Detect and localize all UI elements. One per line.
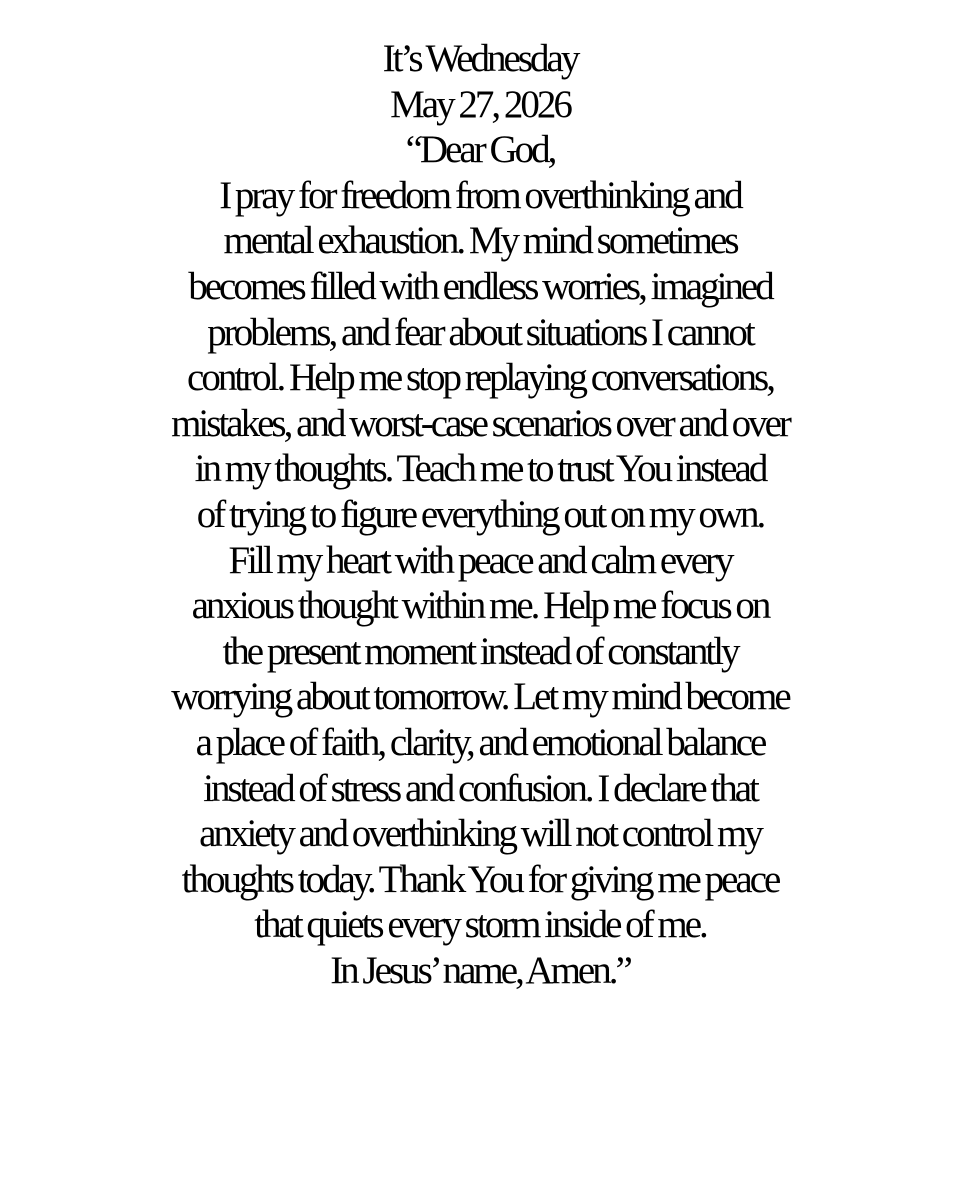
prayer-line: worrying about tomorrow. Let my mind become	[171, 675, 789, 719]
prayer-line: in my thoughts. Teach me to trust You instead	[194, 447, 766, 491]
prayer-line: the present moment instead of constantly	[222, 629, 738, 673]
prayer-text	[0, 36, 960, 993]
closing-line: In Jesus’ name, Amen.”	[330, 948, 630, 992]
day-heading: It’s Wednesday	[382, 37, 578, 80]
date-heading: May 27, 2026	[390, 82, 570, 126]
prayer-line: a place of faith, clarity, and emotional balance	[195, 720, 765, 764]
prayer-line: anxious thought within me. Help me focus on	[191, 584, 769, 628]
prayer-line: that quiets every storm inside of me.	[254, 903, 706, 947]
salutation: “Dear God,	[405, 128, 555, 172]
prayer-line: of trying to figure everything out on my own.	[196, 492, 764, 536]
prayer-line: thoughts today. Thank You for giving me peace	[181, 857, 779, 901]
prayer-line: I pray for freedom from overthinking and	[219, 173, 741, 217]
prayer-line: becomes filled with endless worries, imagined	[188, 264, 772, 308]
prayer-line: anxiety and overthinking will not control my	[199, 812, 761, 856]
prayer-line: Fill my heart with peace and calm every	[228, 538, 732, 582]
prayer-line: problems, and fear about situations I cannot	[207, 310, 753, 354]
prayer-line: mental exhaustion. My mind sometimes	[223, 219, 737, 263]
prayer-line: mistakes, and worst-case scenarios over and over	[171, 401, 789, 445]
prayer-line: instead of stress and confusion. I declare that	[203, 766, 757, 810]
prayer-line: control. Help me stop replaying conversations,	[187, 356, 773, 400]
